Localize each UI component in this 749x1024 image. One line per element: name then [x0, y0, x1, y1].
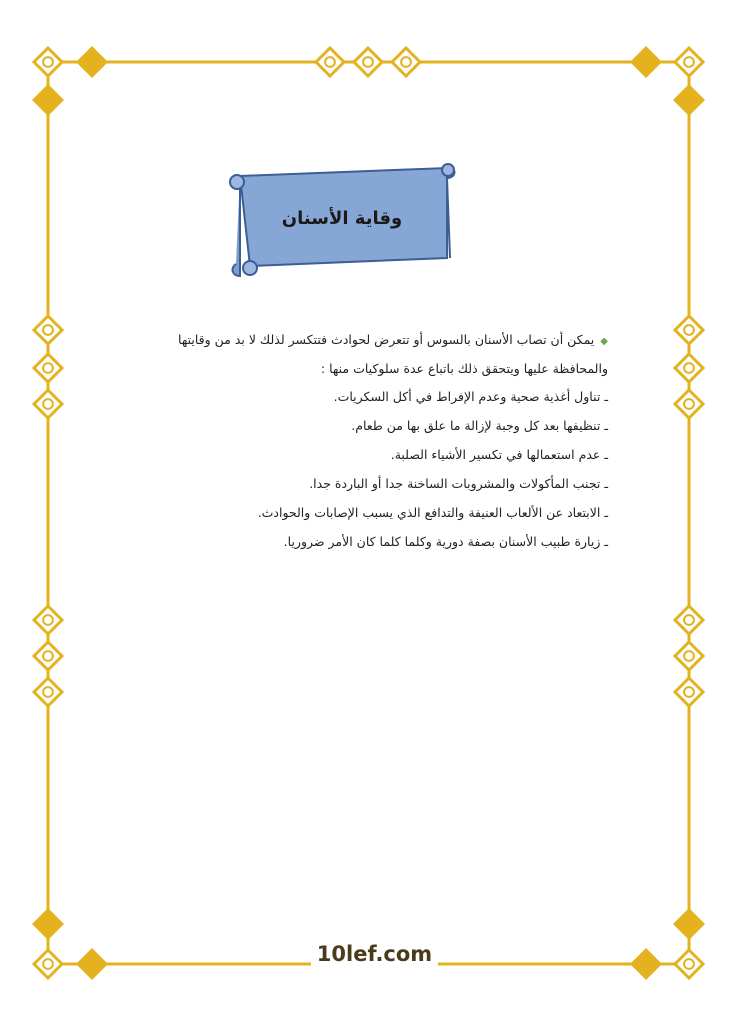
list-item: ـ زيارة طبيب الأسنان بصفة دورية وكلما كلما كان الأمر ضروريا.	[283, 534, 608, 549]
footer-watermark	[0, 942, 749, 966]
gold-diamond-ornament	[673, 908, 705, 940]
page-title: وقاية الأسنان	[281, 208, 403, 229]
gold-diamond-ornament	[32, 84, 64, 116]
intro-text: يمكن أن تصاب الأسنان بالسوس أو تتعرض لحوادث فتتكسر لذلك لا بد من وقايتها والمحافظة عليها ويتحقق ذلك باتباع عدة سلوكيات منها :	[178, 332, 608, 376]
site-name: 10lef.com	[311, 942, 438, 966]
outlined-diamond-ornament	[675, 316, 703, 344]
outlined-diamond-ornament	[34, 642, 62, 670]
list-item: ـ عدم استعمالها في تكسير الأشياء الصلبة.	[390, 447, 608, 462]
gold-diamond-ornament	[32, 908, 64, 940]
intro-paragraph	[128, 326, 608, 382]
list-item: ـ تناول أغذية صحية وعدم الإفراط في أكل السكريات.	[333, 389, 608, 404]
gold-diamond-ornament	[630, 46, 662, 78]
outlined-diamond-ornament	[392, 48, 420, 76]
outlined-diamond-ornament	[34, 316, 62, 344]
title-scroll-banner	[222, 158, 462, 283]
outlined-diamond-ornament	[34, 48, 62, 76]
outlined-diamond-ornament	[34, 606, 62, 634]
diamond-bullet-icon: ◆	[600, 336, 608, 347]
outlined-diamond-ornament	[34, 390, 62, 418]
outlined-diamond-ornament	[675, 48, 703, 76]
tips-list	[128, 382, 608, 556]
list-item: ـ تنظيفها بعد كل وجبة لإزالة ما علق بها من طعام.	[351, 418, 608, 433]
list-item: ـ تجنب المأكولات والمشروبات الساخنة جدا أو الباردة جدا.	[309, 476, 608, 491]
gold-diamond-ornament	[673, 84, 705, 116]
gold-diamond-ornament	[76, 46, 108, 78]
list-item: ـ الابتعاد عن الألعاب العنيفة والتدافع الذي يسبب الإصابات والحوادث.	[257, 505, 608, 520]
outlined-diamond-ornament	[34, 678, 62, 706]
outlined-diamond-ornament	[34, 354, 62, 382]
document-body	[128, 326, 608, 556]
outlined-diamond-ornament	[354, 48, 382, 76]
outlined-diamond-ornament	[675, 678, 703, 706]
outlined-diamond-ornament	[675, 390, 703, 418]
outlined-diamond-ornament	[675, 642, 703, 670]
outlined-diamond-ornament	[316, 48, 344, 76]
outlined-diamond-ornament	[675, 354, 703, 382]
outlined-diamond-ornament	[675, 606, 703, 634]
